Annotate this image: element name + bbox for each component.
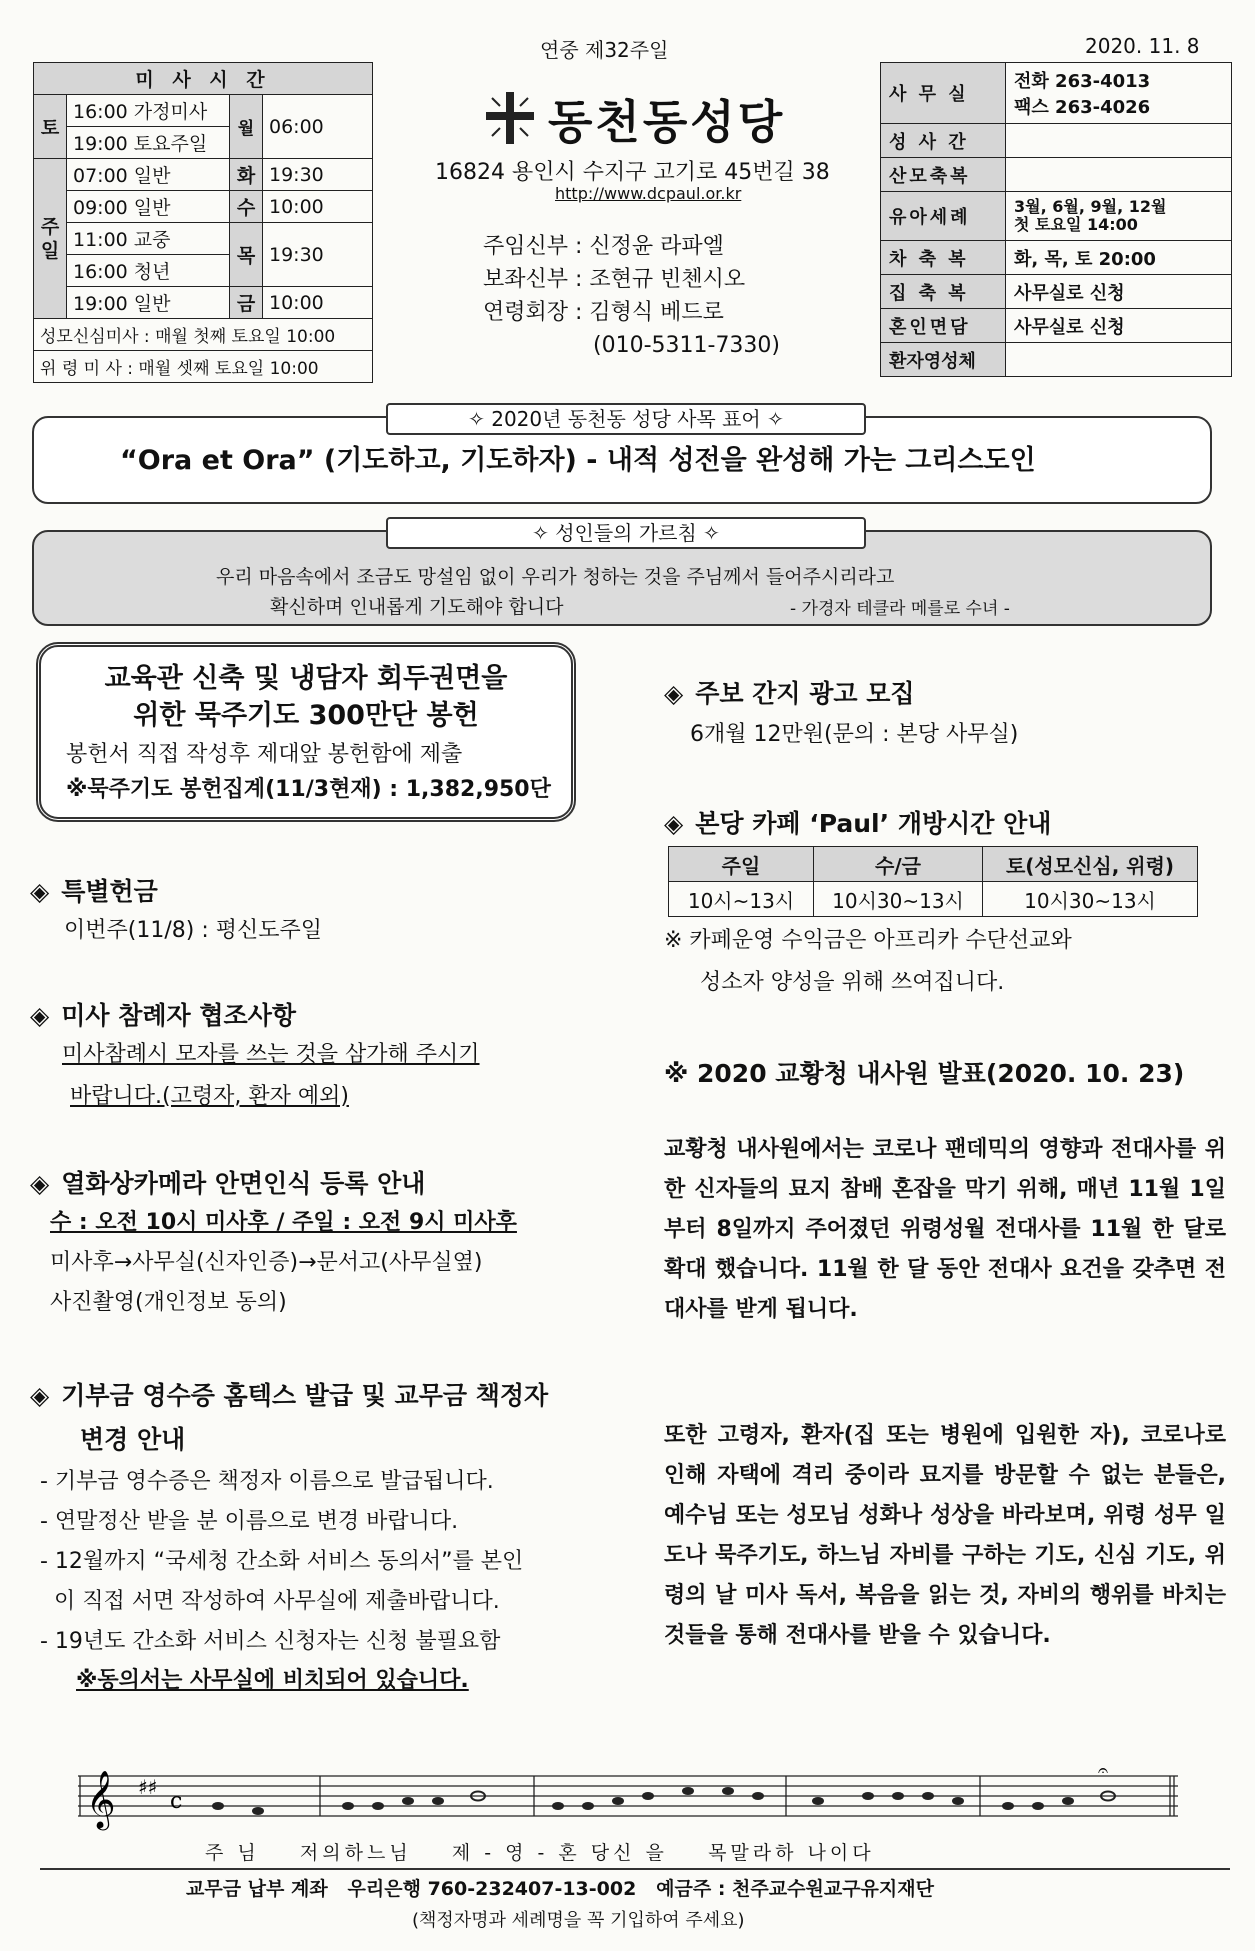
sunday-mass-3: 11:00 교중 xyxy=(67,223,230,255)
cafe-hours-wedfri: 10시30~13시 xyxy=(814,882,983,917)
cafe-header-saturday: 토(성모신심, 위령) xyxy=(983,847,1198,882)
staff-role: 주임신부 xyxy=(483,234,569,259)
cafe-title: 본당 카페 ‘Paul’ 개방시간 안내 xyxy=(695,809,1052,838)
saints-title: ✧ 성인들의 가르침 ✧ xyxy=(386,517,866,549)
list-item: 이 직접 서면 작성하여 사무실에 제출바랍니다. xyxy=(40,1589,500,1614)
list-item: - 기부금 영수증은 책정자 이름으로 발급됩니다. xyxy=(40,1469,494,1494)
list-item: - 연말정산 받을 분 이름으로 변경 바랍니다. xyxy=(40,1509,459,1534)
staff-name: 김형식 베드로 xyxy=(589,300,724,325)
special-mass-2: 위 령 미 사 : 매월 셋째 토요일 10:00 xyxy=(34,351,373,383)
saints-line-1: 우리 마음속에서 조금도 망설임 없이 우리가 청하는 것을 주님께서 들어주시리라고 xyxy=(216,566,895,588)
infant-baptism-value: 3월, 6월, 9월, 12월 첫 토요일 14:00 xyxy=(1006,192,1232,241)
donation-title: 기부금 영수증 홈텍스 발급 및 교무금 책정자 xyxy=(61,1381,549,1410)
staff-phone: (010-5311-7330) xyxy=(593,333,781,358)
weekday-fri-time: 10:00 xyxy=(263,287,373,319)
mass-cooperation-line-1: 미사참례시 모자를 쓰는 것을 삼가해 주시기 xyxy=(62,1042,480,1067)
staff-role: 연령회장 xyxy=(483,300,569,325)
vatican-paragraph-1: 교황청 내사원에서는 코로나 팬데믹의 영향과 전대사를 위한 신자들의 묘지 참배 혼잡을 막기 위해, 매년 11월 1일부터 8일까지 주어졌던 위령성월 전대사를 11월 한 달로 확대 했습니다. 11월 한 달 동안 전대사 요건을 갖추면 전대사를 받게 됩니다. xyxy=(664,1137,1226,1322)
cafe-hours-sunday: 10시~13시 xyxy=(669,882,814,917)
weekday-wed: 수 xyxy=(230,191,263,223)
house-blessing-label: 집 축 복 xyxy=(881,275,1006,309)
staff-name: 신정윤 라파엘 xyxy=(589,234,724,259)
church-website-link[interactable]: http://www.dcpaul.or.kr xyxy=(555,184,742,203)
marriage-interview-value: 사무실로 신청 xyxy=(1006,309,1232,343)
confession-value xyxy=(1006,124,1232,158)
svg-text:𝄞: 𝄞 xyxy=(86,1770,116,1828)
rosary-tally: ※묵주기도 봉헌집계(11/3현재) : 1,382,950단 xyxy=(66,777,551,802)
maternity-blessing-value xyxy=(1006,158,1232,192)
church-cross-icon xyxy=(480,88,540,148)
weekday-fri: 금 xyxy=(230,287,263,319)
staff-name: 조현규 빈첸시오 xyxy=(589,267,746,292)
ad-recruit-title: 주보 간지 광고 모집 xyxy=(695,679,915,708)
church-name: 동천동성당 xyxy=(548,95,786,149)
cafe-note-1: ※ 카페운영 수익금은 아프리카 수단선교와 xyxy=(664,928,1072,953)
sunday-mass-5: 19:00 일반 xyxy=(67,287,230,319)
special-offering-text: 이번주(11/8) : 평신도주일 xyxy=(64,918,322,943)
maternity-blessing-label: 산모축복 xyxy=(881,158,1006,192)
cafe-header-sunday: 주일 xyxy=(669,847,814,882)
week-label: 연중 제32주일 xyxy=(540,38,669,62)
footer-note: (책정자명과 세례명을 꼭 기입하여 주세요) xyxy=(412,1910,745,1931)
motto-text: “Ora et Ora” (기도하고, 기도하자) - 내적 성전을 완성해 가는 그리스도인 xyxy=(120,445,1036,476)
special-mass-1: 성모신심미사 : 매월 첫째 토요일 10:00 xyxy=(34,319,373,351)
saints-author: - 가경자 테클라 메를로 수녀 - xyxy=(790,599,1010,619)
footer-divider xyxy=(40,1868,1230,1870)
cafe-hours-table xyxy=(668,846,1198,917)
diamond-icon: ◈ xyxy=(30,877,50,906)
cafe-heading xyxy=(664,804,1051,840)
rosary-heading xyxy=(36,660,576,734)
mass-cooperation-title: 미사 참례자 협조사항 xyxy=(61,1001,296,1030)
office-info-table xyxy=(880,62,1232,377)
saints-line-2: 확신하며 인내롭게 기도해야 합니다 xyxy=(270,596,564,618)
mass-times-table xyxy=(33,62,373,383)
car-blessing-value: 화, 목, 토 20:00 xyxy=(1006,241,1232,275)
infant-baptism-label: 유아세례 xyxy=(881,192,1006,241)
donation-heading-2: 변경 안내 xyxy=(80,1425,186,1454)
mass-times-title: 미 사 시 간 xyxy=(34,63,373,95)
diamond-icon: ◈ xyxy=(30,1001,50,1030)
svg-text:c: c xyxy=(170,1789,183,1814)
ad-recruit-text: 6개월 12만원(문의 : 본당 사무실) xyxy=(690,722,1019,747)
sick-communion-label: 환자영성체 xyxy=(881,343,1006,377)
sunday-label: 주 일 xyxy=(34,159,67,319)
diamond-icon: ◈ xyxy=(664,809,684,838)
confession-label: 성 사 간 xyxy=(881,124,1006,158)
list-item: - 12월까지 “국세청 간소화 서비스 동의서”를 본인 xyxy=(40,1549,524,1574)
weekday-mon-time: 06:00 xyxy=(263,95,373,159)
music-staff xyxy=(78,1762,1178,1832)
saturday-mass-1: 16:00 가정미사 xyxy=(67,95,230,127)
weekday-thu-time: 19:30 xyxy=(263,223,373,287)
footer-account: 교무금 납부 계좌 우리은행 760-232407-13-002 예금주 : 천주교수원교구유지재단 xyxy=(186,1878,934,1900)
sunday-mass-4: 16:00 청년 xyxy=(67,255,230,287)
sunday-mass-1: 07:00 일반 xyxy=(67,159,230,191)
mass-cooperation-line-2: 바랍니다.(고령자, 환자 예외) xyxy=(70,1084,349,1109)
donation-note: ※동의서는 사무실에 비치되어 있습니다. xyxy=(76,1668,469,1693)
motto-title: ✧ 2020년 동천동 성당 사목 표어 ✧ xyxy=(386,403,866,435)
thermal-camera-steps: 미사후→사무실(신자인증)→문서고(사무실옆) xyxy=(50,1250,483,1275)
car-blessing-label: 차 축 복 xyxy=(881,241,1006,275)
mass-cooperation-heading xyxy=(30,996,296,1032)
vatican-heading: ※ 2020 교황청 내사원 발표(2020. 10. 23) xyxy=(664,1059,1185,1088)
diamond-icon: ◈ xyxy=(30,1169,50,1198)
saturday-mass-2: 19:00 토요주일 xyxy=(67,127,230,159)
special-offering-heading xyxy=(30,872,158,908)
house-blessing-value: 사무실로 신청 xyxy=(1006,275,1232,309)
weekday-tue: 화 xyxy=(230,159,263,191)
staff-list: 주임신부 : 신정윤 라파엘 보좌신부 : 조현규 빈첸시오 연령회장 : 김형식 베드로 (010-5311-7330) xyxy=(483,230,780,362)
marriage-interview-label: 혼인면담 xyxy=(881,309,1006,343)
svg-text:𝄐: 𝄐 xyxy=(1098,1762,1109,1781)
svg-text:♯♯: ♯♯ xyxy=(138,1775,158,1799)
saturday-label: 토 xyxy=(34,95,67,159)
thermal-camera-title: 열화상카메라 안면인식 등록 안내 xyxy=(61,1169,426,1198)
ad-recruit-heading xyxy=(664,674,915,710)
weekday-thu: 목 xyxy=(230,223,263,287)
donation-list xyxy=(40,1462,523,1662)
office-label: 사 무 실 xyxy=(881,63,1006,124)
special-offering-title: 특별헌금 xyxy=(61,877,158,906)
issue-date: 2020. 11. 8 xyxy=(1085,34,1200,58)
thermal-camera-photo: 사진촬영(개인정보 동의) xyxy=(50,1290,287,1315)
thermal-camera-schedule: 수 : 오전 10시 미사후 / 주일 : 오전 9시 미사후 xyxy=(50,1210,517,1235)
church-address: 16824 용인시 수지구 고기로 45번길 38 xyxy=(435,160,830,185)
weekday-mon: 월 xyxy=(230,95,263,159)
office-phone: 전화 263-4013 팩스 263-4026 xyxy=(1006,63,1232,124)
weekday-wed-time: 10:00 xyxy=(263,191,373,223)
staff-role: 보좌신부 xyxy=(483,267,569,292)
sick-communion-value xyxy=(1006,343,1232,377)
cafe-hours-saturday: 10시30~13시 xyxy=(983,882,1198,917)
rosary-instructions: 봉헌서 직접 작성후 제대앞 봉헌함에 제출 xyxy=(66,742,463,767)
diamond-icon: ◈ xyxy=(664,679,684,708)
vatican-paragraph-2: 또한 고령자, 환자(집 또는 병원에 입원한 자), 코로나로 인해 자택에 격리 중이라 묘지를 방문할 수 없는 분들은, 예수님 또는 성모님 성화나 성상을 바라보며, 위령 성무 일도나 묵주기도, 하느님 자비를 구하는 기도, 신심 기도, 위령의 날 미사 독서, 복음을 읽는 것, 자비의 행위를 바치는 것들을 통해 전대사를 받을 수 있습니다. xyxy=(664,1423,1226,1648)
list-item: - 19년도 간소화 서비스 신청자는 신청 불필요함 xyxy=(40,1629,501,1654)
cafe-note-2: 성소자 양성을 위해 쓰여집니다. xyxy=(700,970,1005,995)
diamond-icon: ◈ xyxy=(30,1381,50,1410)
weekday-tue-time: 19:30 xyxy=(263,159,373,191)
thermal-camera-heading xyxy=(30,1164,425,1200)
donation-heading xyxy=(30,1376,548,1412)
cafe-header-wedfri: 수/금 xyxy=(814,847,983,882)
music-lyrics: 주 님 저의하느님 제 - 영 - 혼 당신 을 목말라하 나이다 xyxy=(205,1842,875,1864)
sunday-mass-2: 09:00 일반 xyxy=(67,191,230,223)
rosary-line-2: 위한 묵주기도 300만단 봉헌 xyxy=(133,700,479,731)
rosary-line-1: 교육관 신축 및 냉담자 회두권면을 xyxy=(104,663,508,694)
